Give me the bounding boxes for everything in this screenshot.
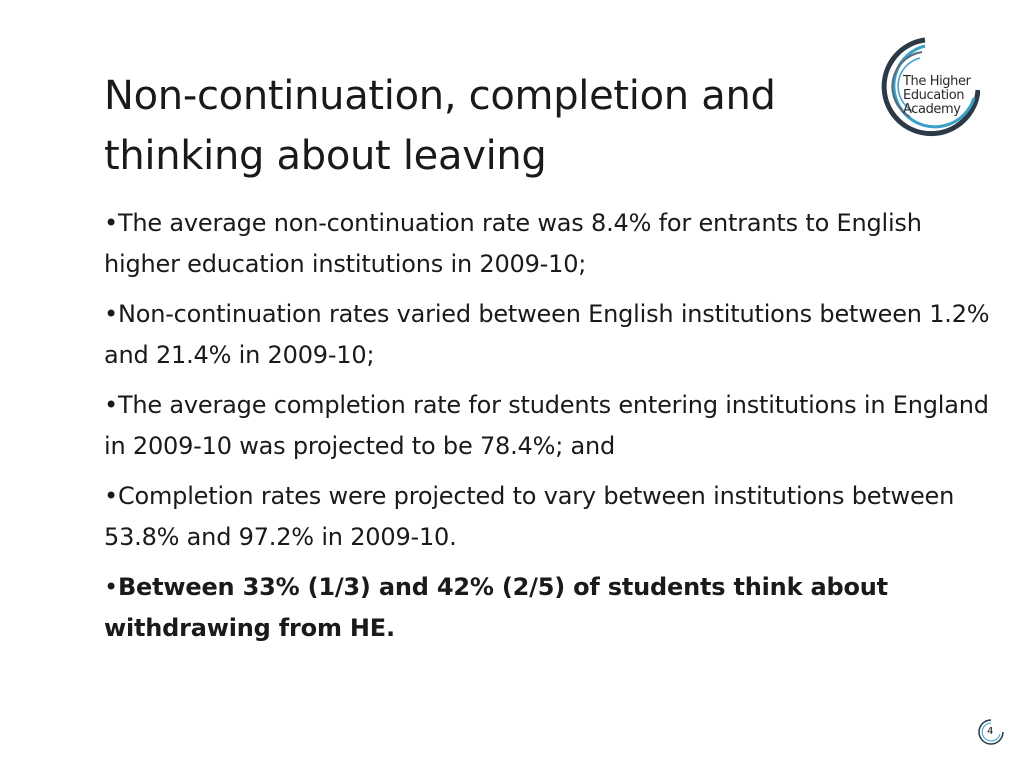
title-line-2: thinking about leaving bbox=[104, 133, 547, 179]
logo-text bbox=[903, 75, 983, 117]
bullet-bold-text: Between 33% (1/3) and 42% (2/5) of students think about withdrawing from HE. bbox=[104, 573, 888, 642]
slide-title bbox=[104, 66, 844, 186]
bullet-item: •Non-continuation rates varied between English institutions between 1.2% and 21.4% in 2009-10; bbox=[104, 300, 990, 369]
logo-line-3: Academy bbox=[903, 102, 961, 117]
bullet-item: •The average non-continuation rate was 8.4% for entrants to English higher education institutions in 2009-10; bbox=[104, 209, 922, 278]
logo-line-1: The Higher bbox=[903, 74, 971, 89]
bullet-item-bold bbox=[104, 567, 994, 649]
logo-line-2: Education bbox=[903, 88, 965, 103]
page-number: 4 bbox=[987, 726, 994, 737]
bullet-item: •The average completion rate for students entering institutions in England in 2009-10 was projected to be 78.4%; and bbox=[104, 391, 989, 460]
bullet-marker: • bbox=[104, 573, 118, 601]
bullet-list bbox=[104, 203, 994, 658]
bullet-item: •Completion rates were projected to vary between institutions between 53.8% and 97.2% in 2009-10. bbox=[104, 482, 955, 551]
title-line-1: Non-continuation, completion and bbox=[104, 73, 776, 119]
